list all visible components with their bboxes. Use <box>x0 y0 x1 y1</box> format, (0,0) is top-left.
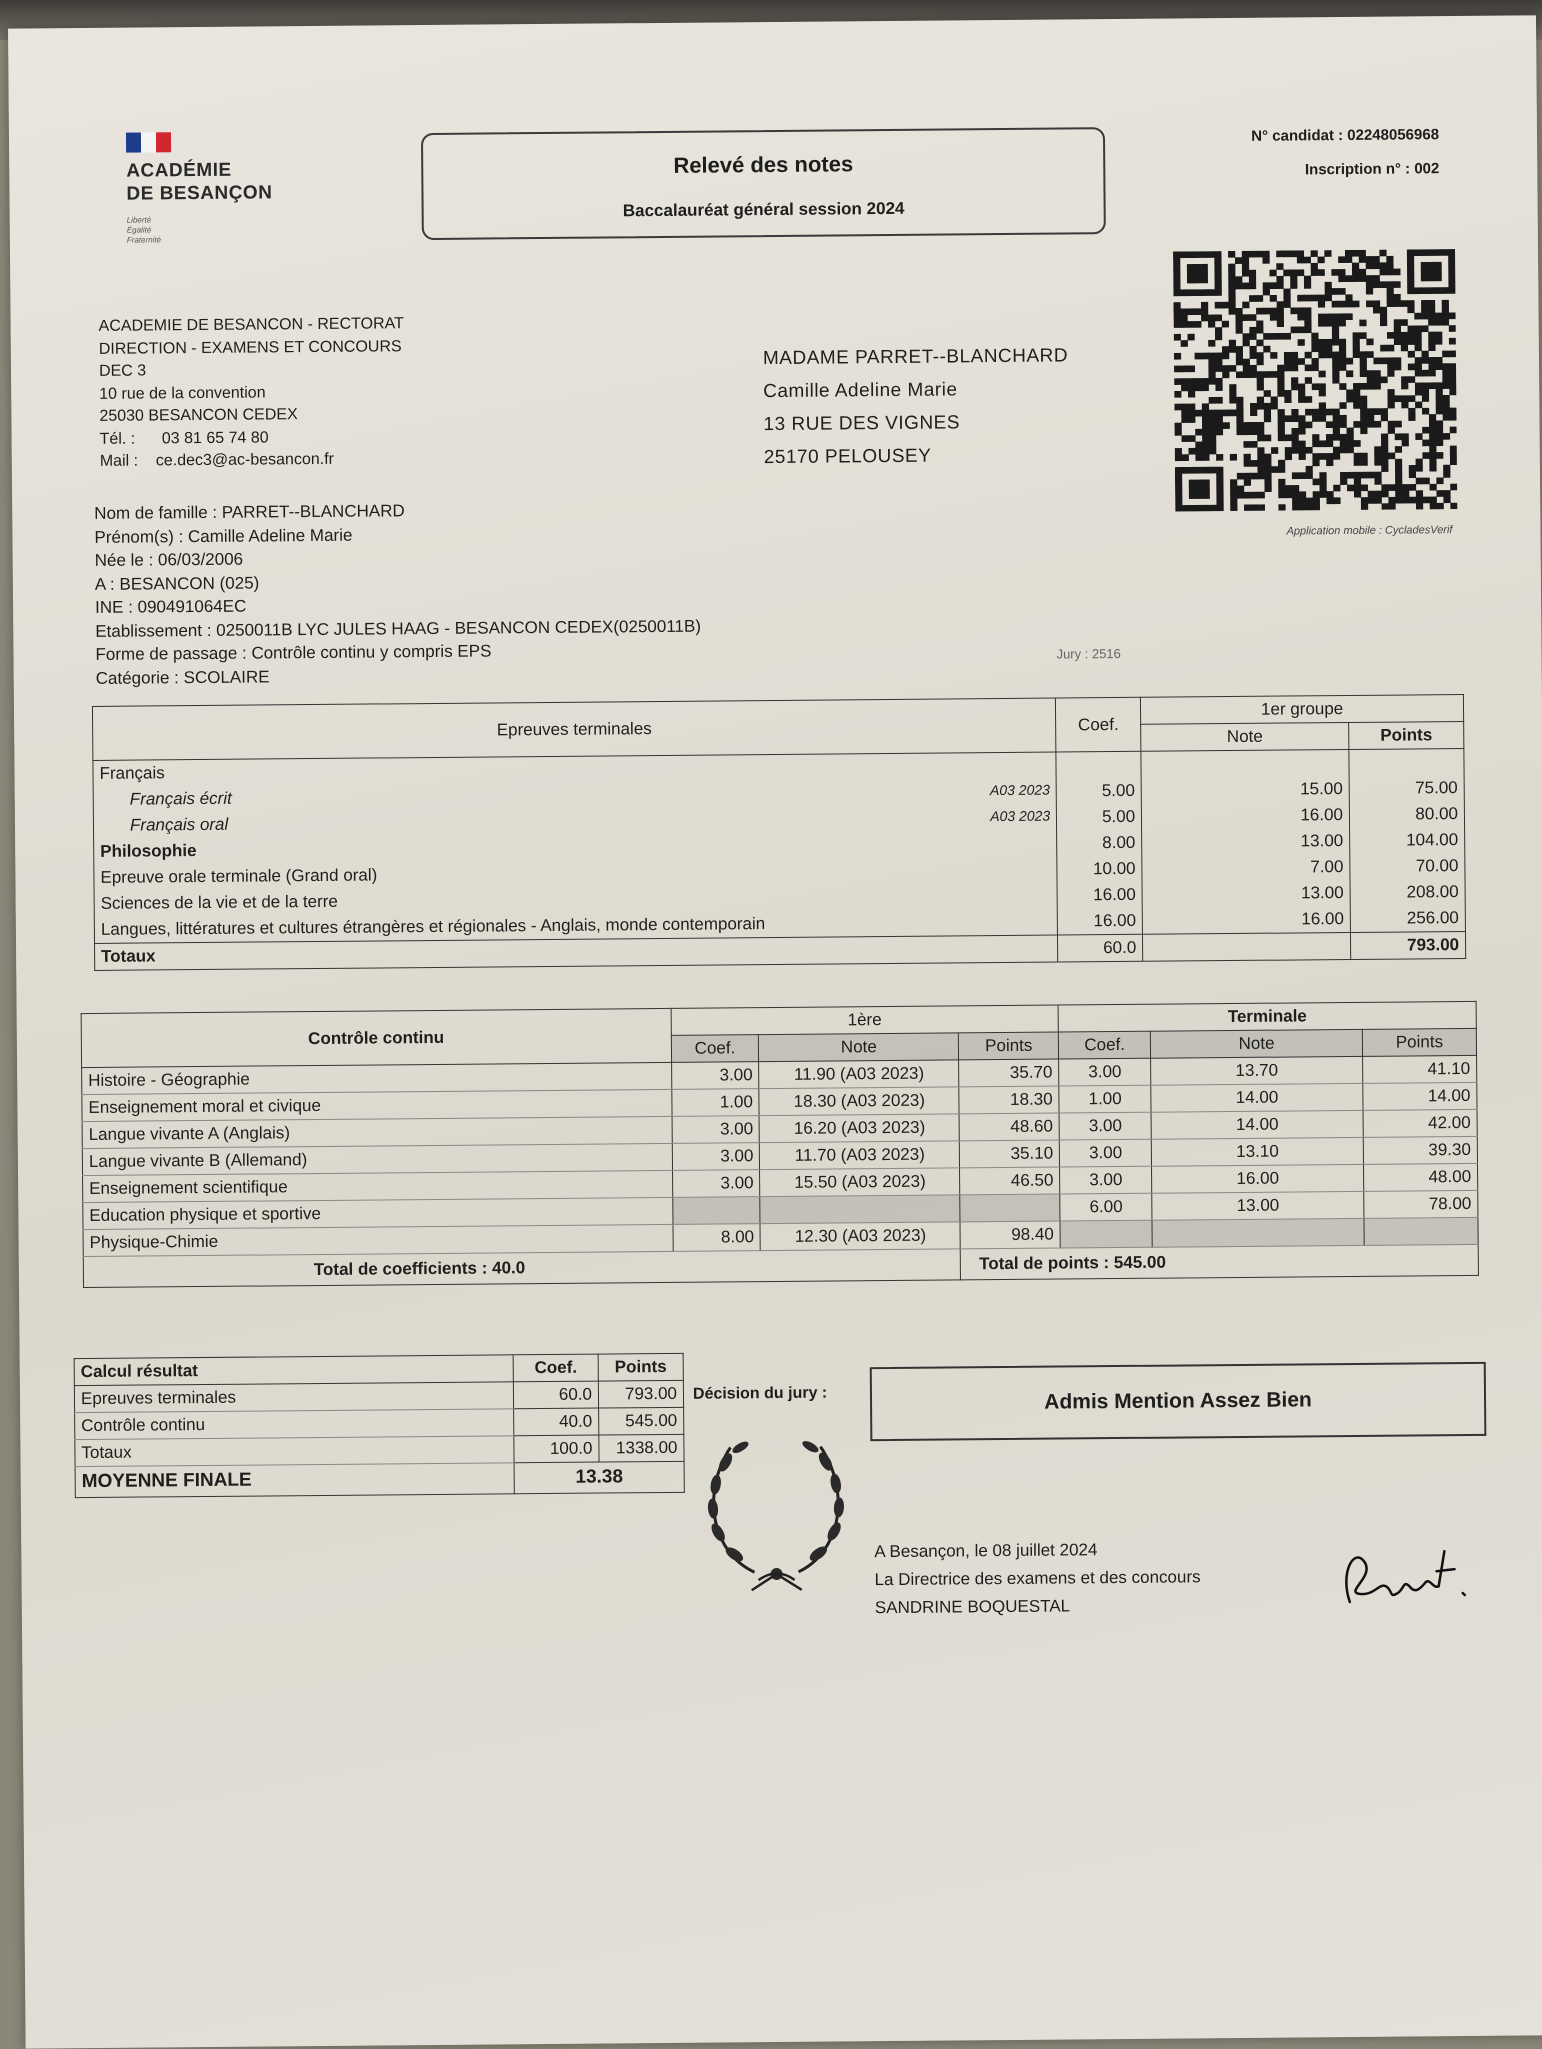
exam-coef: 10.00 <box>1057 856 1142 883</box>
premiere-header: 1ère <box>671 1005 1059 1035</box>
result-label: Totaux <box>75 1436 514 1467</box>
points-2: 48.00 <box>1364 1163 1478 1191</box>
points-2: 14.00 <box>1363 1082 1477 1110</box>
exam-points: 208.00 <box>1350 879 1465 906</box>
points-1: 46.50 <box>960 1167 1060 1195</box>
coef-2: 3.00 <box>1060 1166 1152 1194</box>
exam-coef: 5.00 <box>1057 804 1142 831</box>
jury-decision-value: Admis Mention Assez Bien <box>870 1362 1487 1441</box>
coef-1: 8.00 <box>673 1224 761 1252</box>
coef-1: 3.00 <box>672 1143 760 1171</box>
exam-label: Français oral A03 2023 <box>93 805 1056 839</box>
points-2: 78.00 <box>1364 1190 1478 1218</box>
document-subtitle: Baccalauréat général session 2024 <box>622 198 905 221</box>
subject-label: Physique-Chimie <box>83 1224 673 1256</box>
note-2: 14.00 <box>1151 1083 1363 1112</box>
handwritten-signature <box>1334 1531 1475 1622</box>
exam-label: Langues, littératures et cultures étrangères et régionales - Anglais, monde contemporain <box>94 909 1057 944</box>
result-points: 793.00 <box>598 1380 683 1408</box>
total-coefficients: Total de coefficients : 40.0 <box>83 1249 961 1288</box>
final-exams-total-row: Totaux 60.0 793.00 <box>95 931 1466 970</box>
final-average-value: 13.38 <box>514 1461 684 1493</box>
exam-label: Français écrit A03 2023 <box>93 779 1056 813</box>
continuous-assessment-table <box>81 1001 1479 1288</box>
final-average-label: MOYENNE FINALE <box>75 1463 514 1498</box>
final-average-row <box>75 1461 684 1497</box>
document-title: Relevé des notes <box>673 151 854 178</box>
note-1: 16.20 (A03 2023) <box>760 1114 960 1143</box>
subject-label: Langue vivante A (Anglais) <box>82 1116 672 1148</box>
qr-caption: Application mobile : CycladesVerif <box>1286 524 1453 538</box>
note-1-header: Note <box>759 1033 959 1062</box>
note-2: 13.00 <box>1152 1191 1364 1220</box>
note-2: 13.10 <box>1151 1137 1363 1166</box>
exam-note: 16.00 <box>1142 906 1350 934</box>
coef-1: 3.00 <box>671 1062 759 1090</box>
continuous-assessment-header: Contrôle continu <box>81 1008 671 1067</box>
coef-2: 1.00 <box>1059 1085 1151 1113</box>
result-coef-header: Coef. <box>513 1354 598 1382</box>
coef-2: 3.00 <box>1060 1139 1152 1167</box>
coef-1: 1.00 <box>671 1089 759 1117</box>
exam-points: 104.00 <box>1350 827 1465 854</box>
exam-points: 70.00 <box>1350 853 1465 880</box>
points-header: Points <box>1349 721 1464 749</box>
points-2 <box>1364 1217 1478 1245</box>
coef-2: 3.00 <box>1059 1058 1151 1086</box>
exam-coef: 5.00 <box>1056 778 1141 805</box>
terminale-header: Terminale <box>1058 1001 1476 1032</box>
final-exams-header: Epreuves terminales <box>92 698 1056 760</box>
exam-session: A03 2023 <box>990 807 1051 825</box>
exam-coef: 16.00 <box>1057 882 1142 909</box>
document-title-box <box>421 127 1106 240</box>
exam-points <box>1349 748 1464 776</box>
result-calculation-table <box>74 1353 685 1498</box>
points-2: 39.30 <box>1363 1136 1477 1164</box>
points-2: 42.00 <box>1363 1109 1477 1137</box>
result-points: 1338.00 <box>599 1434 684 1462</box>
points-1: 35.70 <box>959 1059 1059 1087</box>
academy-logo-text: ACADÉMIE DE BESANÇON <box>126 159 273 205</box>
note-1: 12.30 (A03 2023) <box>760 1222 960 1251</box>
result-coef: 40.0 <box>514 1408 599 1436</box>
exam-points: 256.00 <box>1350 905 1465 933</box>
sender-address: ACADEMIE DE BESANCON - RECTORAT DIRECTION - EXAMENS ET CONCOURS DEC 3 10 rue de la convention 25030 BESANCON CEDEX Tél. : 03 81 65 74 80 Mail : ce.dec3@ac-besancon.fr <box>98 315 404 470</box>
exam-label: Philosophie <box>94 831 1057 865</box>
coef-2-header: Coef. <box>1059 1031 1151 1059</box>
candidate-ids <box>1139 118 1440 189</box>
result-label: Contrôle continu <box>75 1409 514 1440</box>
exam-coef: 8.00 <box>1057 830 1142 857</box>
coef-1 <box>672 1197 760 1225</box>
note-1: 11.90 (A03 2023) <box>759 1060 959 1089</box>
coef-2: 3.00 <box>1059 1112 1151 1140</box>
republic-motto: Liberté Égalité Fraternité <box>126 215 162 245</box>
coef-2: 6.00 <box>1060 1193 1152 1221</box>
note-2: 16.00 <box>1152 1164 1364 1193</box>
jury-decision-label: Décision du jury : <box>692 1384 828 1403</box>
subject-label: Enseignement scientifique <box>83 1170 673 1202</box>
exam-label: Epreuve orale terminale (Grand oral) <box>94 857 1057 891</box>
laurel-wreath-seal-icon <box>695 1421 857 1597</box>
exam-coef: 16.00 <box>1057 908 1142 935</box>
result-coef: 100.0 <box>514 1435 599 1463</box>
exam-points: 75.00 <box>1349 775 1464 802</box>
exam-note: 13.00 <box>1142 880 1350 908</box>
final-exams-table <box>92 694 1466 971</box>
points-2: 41.10 <box>1363 1055 1477 1083</box>
note-2: 14.00 <box>1151 1110 1363 1139</box>
first-group-header: 1er groupe <box>1141 694 1464 724</box>
signature-block: A Besançon, le 08 juillet 2024 La Directrice des examens et des concours SANDRINE BOQUESTAL <box>874 1540 1201 1618</box>
coef-1: 3.00 <box>672 1170 760 1198</box>
note-1 <box>760 1195 960 1224</box>
note-1: 11.70 (A03 2023) <box>760 1141 960 1170</box>
exam-note: 13.00 <box>1142 828 1350 856</box>
coef-1: 3.00 <box>672 1116 760 1144</box>
note-2 <box>1152 1218 1364 1247</box>
points-1 <box>960 1194 1060 1222</box>
coef-1-header: Coef. <box>671 1035 759 1063</box>
qr-code-icon <box>1173 249 1457 511</box>
note-1: 15.50 (A03 2023) <box>760 1168 960 1197</box>
subject-label: Education physique et sportive <box>83 1197 673 1229</box>
exam-note: 15.00 <box>1141 776 1349 804</box>
transcript-page <box>8 15 1542 2048</box>
points-1: 48.60 <box>959 1113 1059 1141</box>
note-2: 13.70 <box>1151 1056 1363 1085</box>
points-1: 98.40 <box>960 1221 1060 1249</box>
candidate-info: Nom de famille : PARRET--BLANCHARD Prénom(s) : Camille Adeline Marie Née le : 06/03/2006 A : BESANCON (025) INE : 090491064EC Etablissement : 0250011B LYC JULES HAAG - BESANCON CEDEX(0250011B) Forme de passage : Contrôle continu y compris EPS Catégorie : SCOLAIRE <box>94 501 702 688</box>
result-coef: 60.0 <box>513 1381 598 1409</box>
exam-label: Français <box>93 752 1056 787</box>
subject-label: Enseignement moral et civique <box>82 1089 672 1121</box>
exam-coef <box>1056 751 1141 778</box>
exam-note <box>1141 749 1349 777</box>
candidate-number: N° candidat : 02248056968 <box>1251 126 1440 145</box>
points-2-header: Points <box>1362 1028 1476 1056</box>
inscription-number: Inscription n° : 002 <box>1304 160 1440 179</box>
exam-points: 80.00 <box>1349 801 1464 828</box>
exam-note: 7.00 <box>1142 854 1350 882</box>
subject-label: Histoire - Géographie <box>82 1062 672 1094</box>
result-points-header: Points <box>598 1353 683 1381</box>
exam-session: A03 2023 <box>989 781 1050 799</box>
result-header: Calcul résultat <box>74 1355 513 1386</box>
exam-label: Sciences de la vie et de la terre <box>94 883 1057 917</box>
coef-2 <box>1060 1220 1152 1248</box>
points-1-header: Points <box>959 1032 1059 1060</box>
result-label: Epreuves terminales <box>74 1382 513 1413</box>
points-1: 18.30 <box>959 1086 1059 1114</box>
note-1: 18.30 (A03 2023) <box>759 1087 959 1116</box>
total-points: Total de points : 545.00 <box>961 1244 1479 1280</box>
exam-note: 16.00 <box>1142 802 1350 830</box>
note-header: Note <box>1141 722 1349 751</box>
note-2-header: Note <box>1151 1029 1363 1058</box>
coef-header: Coef. <box>1056 697 1141 752</box>
republic-flag-icon <box>126 132 171 152</box>
subject-label: Langue vivante B (Allemand) <box>82 1143 672 1175</box>
jury-number: Jury : 2516 <box>1056 645 1121 662</box>
recipient-address: MADAME PARRET--BLANCHARD Camille Adeline Marie 13 RUE DES VIGNES 25170 PELOUSEY <box>762 345 1069 469</box>
points-1: 35.10 <box>960 1140 1060 1168</box>
result-points: 545.00 <box>599 1407 684 1435</box>
